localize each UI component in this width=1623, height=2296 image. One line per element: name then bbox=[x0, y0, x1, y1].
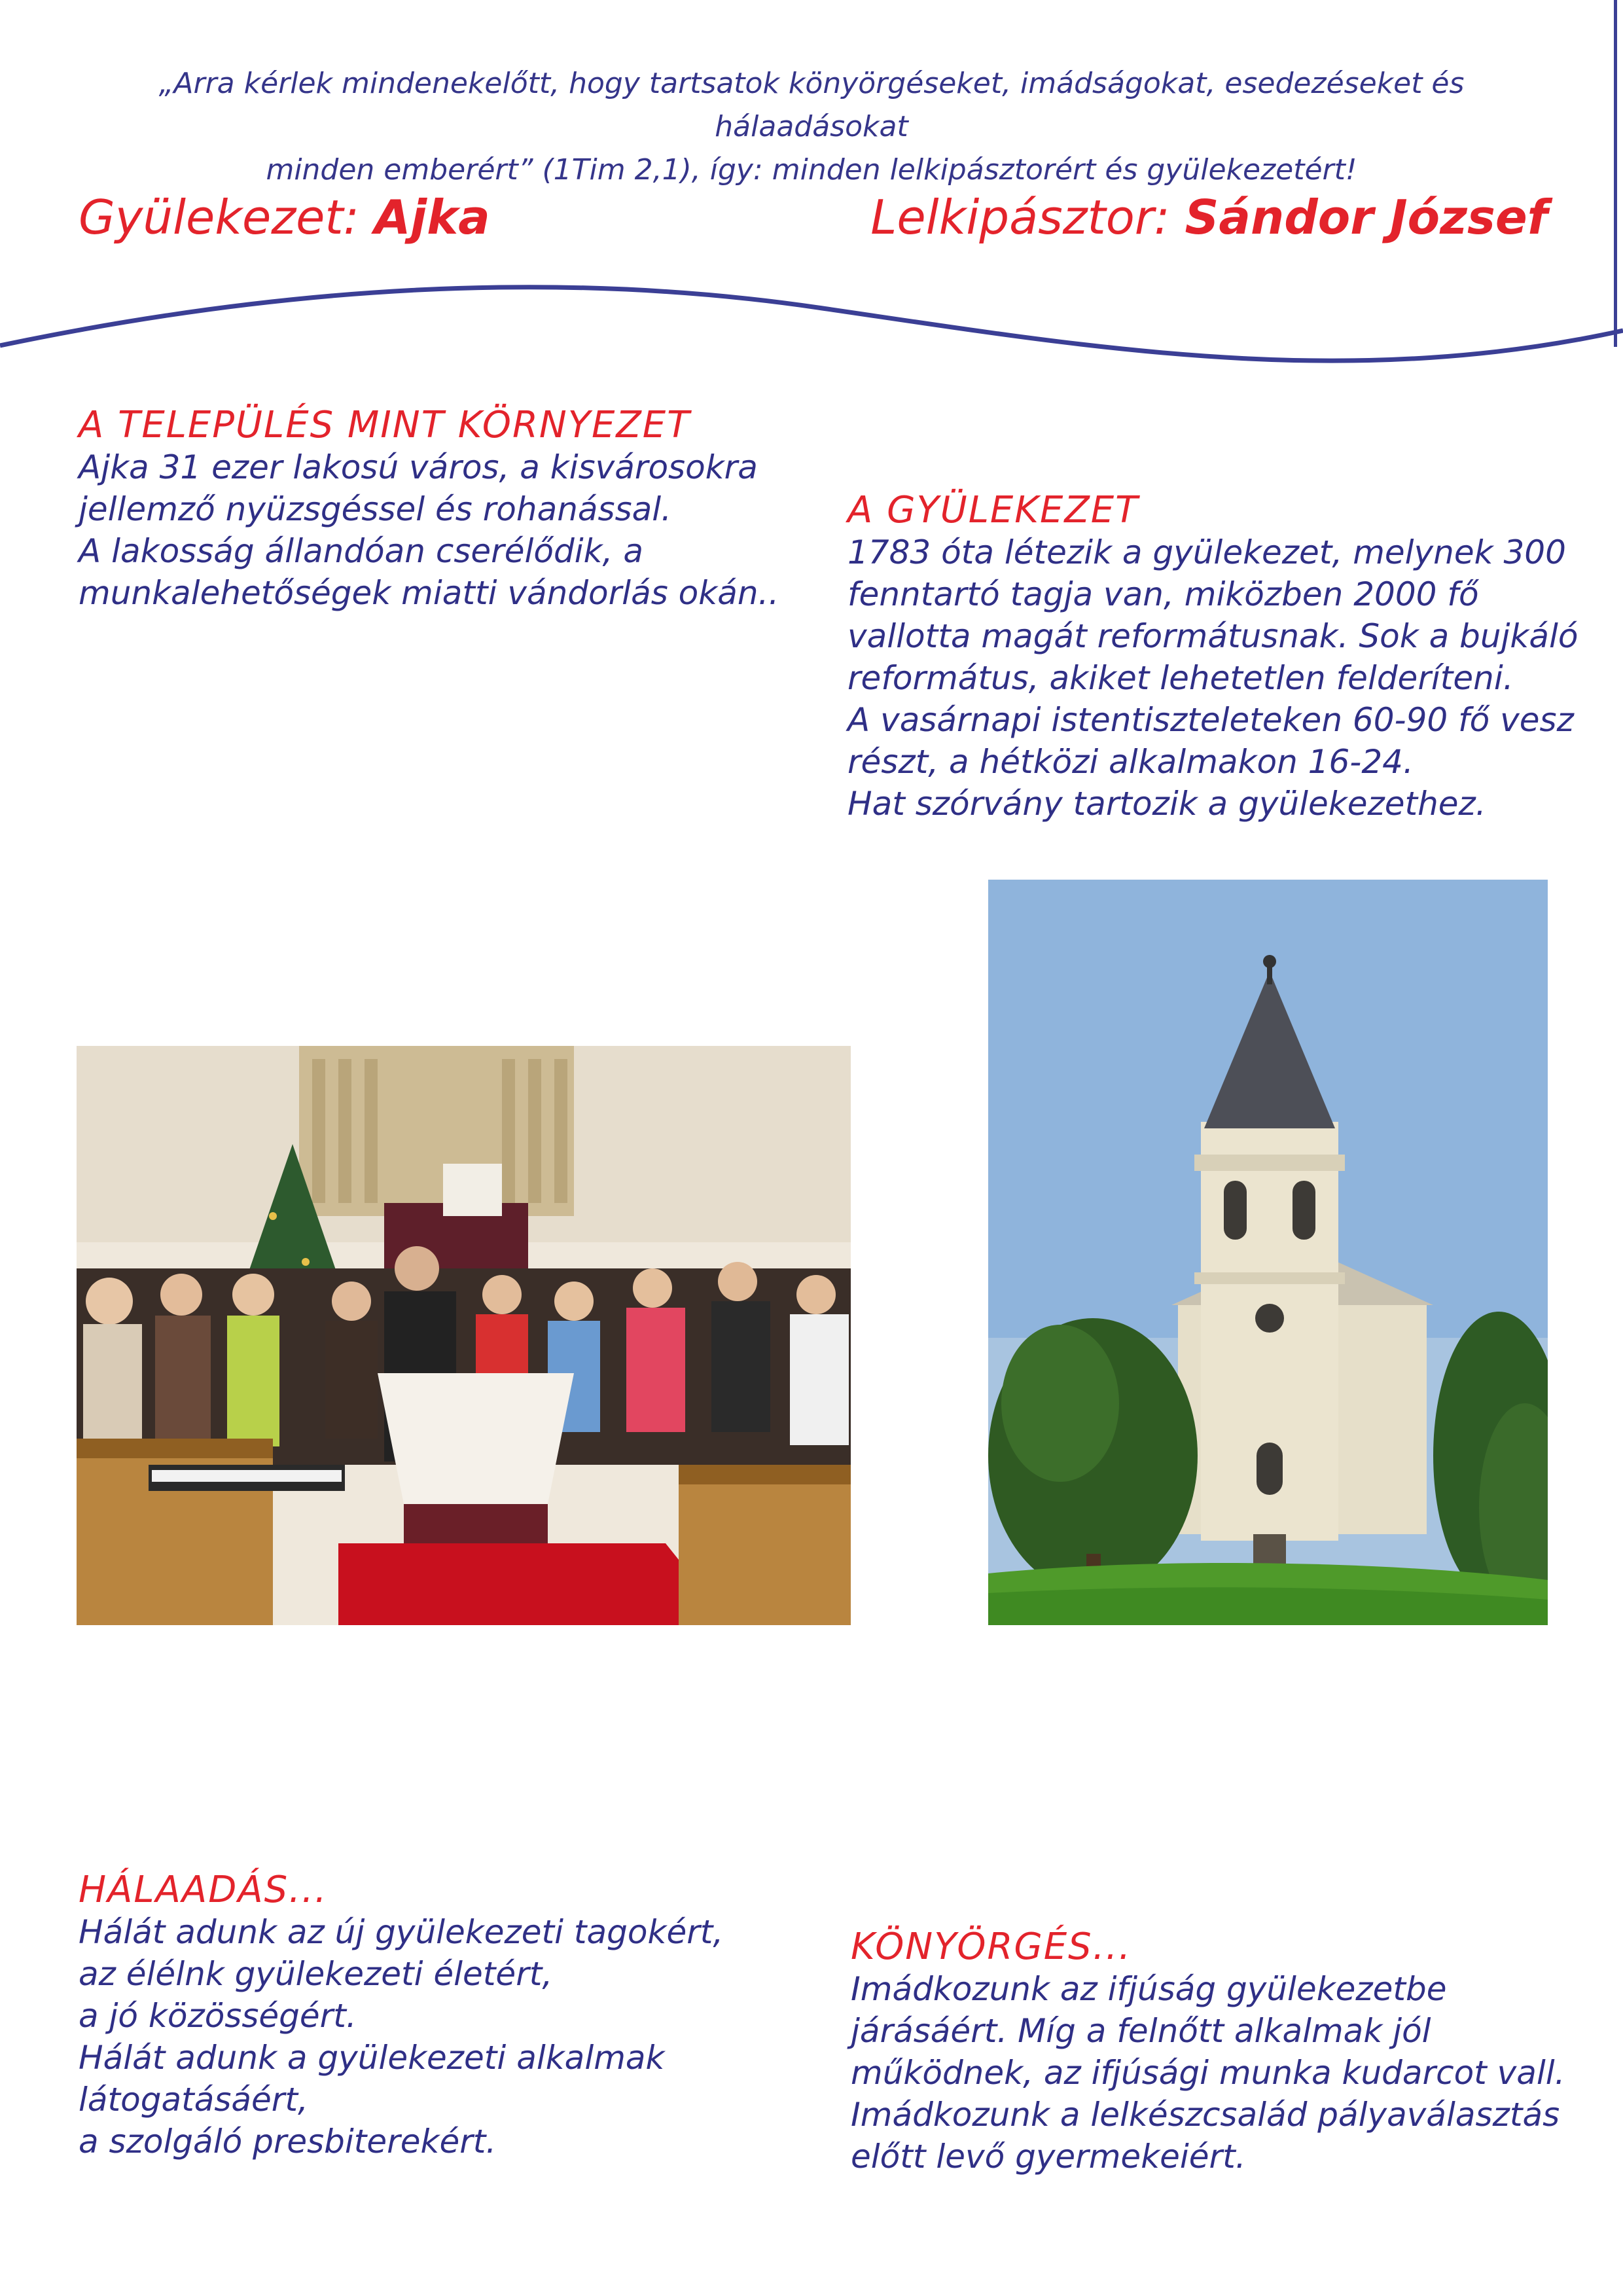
text-line: munkalehetőségek miatti vándorlás okán.. bbox=[79, 574, 779, 612]
text-line: Imádkozunk a lelkészcsalád pályaválasztás bbox=[851, 2096, 1560, 2134]
text-line: a jó közösségért. bbox=[79, 1997, 357, 2035]
petition-heading: KÖNYÖRGÉS... bbox=[851, 1926, 1132, 1968]
pastor-label: Lelkipásztor: bbox=[870, 190, 1170, 245]
thanksgiving-section bbox=[79, 1869, 798, 2162]
text-line: járásáért. Míg a felnőtt alkalmak jól bbox=[851, 2012, 1431, 2050]
text-line: A lakosság állandóan cserélődik, a bbox=[79, 532, 643, 570]
text-line: jellemző nyüzsgéssel és rohanással. bbox=[79, 490, 672, 528]
text-line: a szolgáló presbiterekért. bbox=[79, 2123, 497, 2161]
text-line: előtt levő gyermekeiért. bbox=[851, 2138, 1246, 2176]
text-line: részt, a hétközi alkalmakon 16-24. bbox=[847, 743, 1414, 781]
text-line: Hálát adunk az új gyülekezeti tagokért, bbox=[79, 1913, 724, 1951]
congregation-name: Ajka bbox=[374, 190, 490, 245]
text-line: Hálát adunk a gyülekezeti alkalmak bbox=[79, 2039, 665, 2077]
bible-quote-line-2: minden emberért” (1Tim 2,1), így: minden lelkipásztorért és gyülekezetért! bbox=[266, 153, 1357, 187]
pastor-field bbox=[870, 190, 1548, 245]
congregation-label: Gyülekezet: bbox=[79, 190, 359, 245]
petition-section bbox=[851, 1926, 1571, 2178]
choir-service-photo bbox=[77, 1046, 851, 1625]
settlement-text bbox=[79, 446, 798, 614]
text-line: református, akiket lehetetlen felderíteni. bbox=[847, 659, 1514, 697]
settlement-section bbox=[79, 404, 798, 614]
bible-quote-line-1: „Arra kérlek mindenekelőtt, hogy tartsatok könyörgéseket, imádságokat, esedezéseket és hálaadásokat bbox=[158, 67, 1465, 143]
text-line: az élélnk gyülekezeti életért, bbox=[79, 1955, 553, 1993]
text-line: látogatásáért, bbox=[79, 2081, 308, 2119]
text-line: Imádkozunk az ifjúság gyülekezetbe bbox=[851, 1970, 1447, 2008]
congregation-section bbox=[847, 489, 1578, 825]
congregation-field bbox=[79, 190, 490, 245]
text-line: A vasárnapi istentiszteleteken 60-90 fő vesz bbox=[847, 701, 1574, 739]
church-building-photo bbox=[988, 880, 1548, 1625]
bible-quote bbox=[92, 62, 1531, 192]
pastor-name: Sándor József bbox=[1185, 190, 1548, 245]
text-line: Ajka 31 ezer lakosú város, a kisvárosokra bbox=[79, 448, 758, 486]
text-line: fenntartó tagja van, miközben 2000 fő bbox=[847, 575, 1479, 613]
thanksgiving-text bbox=[79, 1911, 798, 2162]
thanksgiving-heading: HÁLAADÁS... bbox=[79, 1869, 328, 1911]
settlement-heading: A TELEPÜLÉS MINT KÖRNYEZET bbox=[79, 404, 691, 446]
petition-text bbox=[851, 1968, 1571, 2178]
text-line: 1783 óta létezik a gyülekezet, melynek 300 bbox=[847, 533, 1566, 571]
text-line: Hat szórvány tartozik a gyülekezethez. bbox=[847, 785, 1486, 823]
text-line: vallotta magát reformátusnak. Sok a bujkáló bbox=[847, 617, 1578, 655]
text-line: működnek, az ifjúsági munka kudarcot vall. bbox=[851, 2054, 1565, 2092]
congregation-heading: A GYÜLEKEZET bbox=[847, 489, 1139, 531]
congregation-text bbox=[847, 531, 1578, 825]
